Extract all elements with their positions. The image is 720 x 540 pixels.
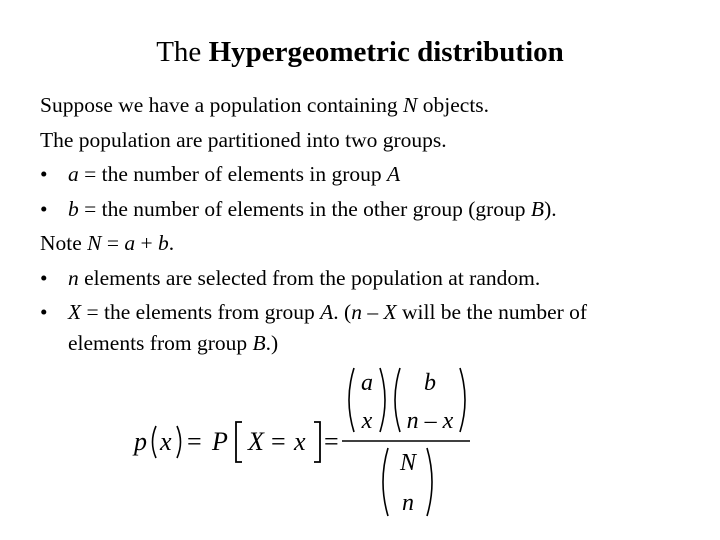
bullet-icon: • [40,162,48,186]
binom-a-left-paren-icon [349,368,354,432]
formula-eq1: = [187,427,202,456]
var-X: X [68,300,82,324]
bracket-left-icon [236,422,242,462]
text: + [135,231,159,255]
formula-p: p [134,427,147,456]
text: will be the number of [396,300,588,324]
group-B: B [530,196,545,221]
bullet-X [40,295,700,330]
text: = the elements from group [81,300,321,324]
text: Note [40,231,88,255]
var-X: X [383,300,397,324]
group-A: A [320,300,334,324]
binom-b-bottom: n – x [406,408,454,434]
formula-P: P [212,427,228,456]
text: objects. [417,93,490,117]
bullet-icon: • [40,265,48,290]
text: .) [265,330,279,355]
formula-x: x [160,427,172,456]
formula-svg [130,360,490,530]
binom-N-right-paren-icon [427,448,432,516]
bullet-X-continuation [40,330,700,356]
bullet-n [40,261,700,296]
text: elements from group [68,330,253,355]
formula-eq2: = [271,427,286,456]
binom-b-left-paren-icon [395,368,400,432]
text: = the number of elements in group [78,162,388,186]
text: The population are partitioned into two groups. [40,127,447,152]
text: . ( [333,300,352,324]
formula-X: X [248,427,264,456]
text: elements are selected from the population at random. [78,265,541,290]
formula-eq3: = [324,427,339,456]
paren-right-icon [177,426,181,458]
line-partition [40,123,700,158]
binom-N-top: N [399,450,417,476]
line-population [40,88,700,123]
line-note [40,226,700,261]
text: . [168,231,175,255]
binom-b-right-paren-icon [460,368,465,432]
formula-x2: x [294,427,306,456]
var-n: n [351,300,362,324]
var-a: a [124,231,136,255]
title-prefix: The [156,36,202,68]
bullet-icon: • [40,196,48,221]
bullet-a [40,157,700,192]
binom-N-bottom: n [402,490,414,516]
body-text [40,88,700,356]
group-A: A [387,162,401,186]
text: = [101,231,125,255]
text: – [361,300,384,324]
var-a: a [68,162,79,186]
text: = the number of elements in the other group (group [78,196,531,221]
binom-a-top: a [361,370,373,396]
bullet-icon: • [40,300,48,324]
var-b: b [68,196,79,221]
slide-title [0,32,720,72]
bracket-right-icon [314,422,320,462]
var-N: N [87,231,102,255]
binom-b-top: b [424,370,436,396]
binom-a-bottom: x [361,408,373,434]
text: ). [544,196,557,221]
binom-N-left-paren-icon [383,448,388,516]
bullet-b [40,192,700,227]
text: Suppose we have a population containing [40,93,404,117]
var-N: N [403,93,418,117]
group-B: B [252,330,266,355]
paren-left-icon [153,426,157,458]
var-b: b [158,231,169,255]
hypergeometric-formula [130,360,490,530]
binom-a-right-paren-icon [380,368,385,432]
title-bold: Hypergeometric distribution [208,36,564,68]
var-n: n [68,265,79,290]
